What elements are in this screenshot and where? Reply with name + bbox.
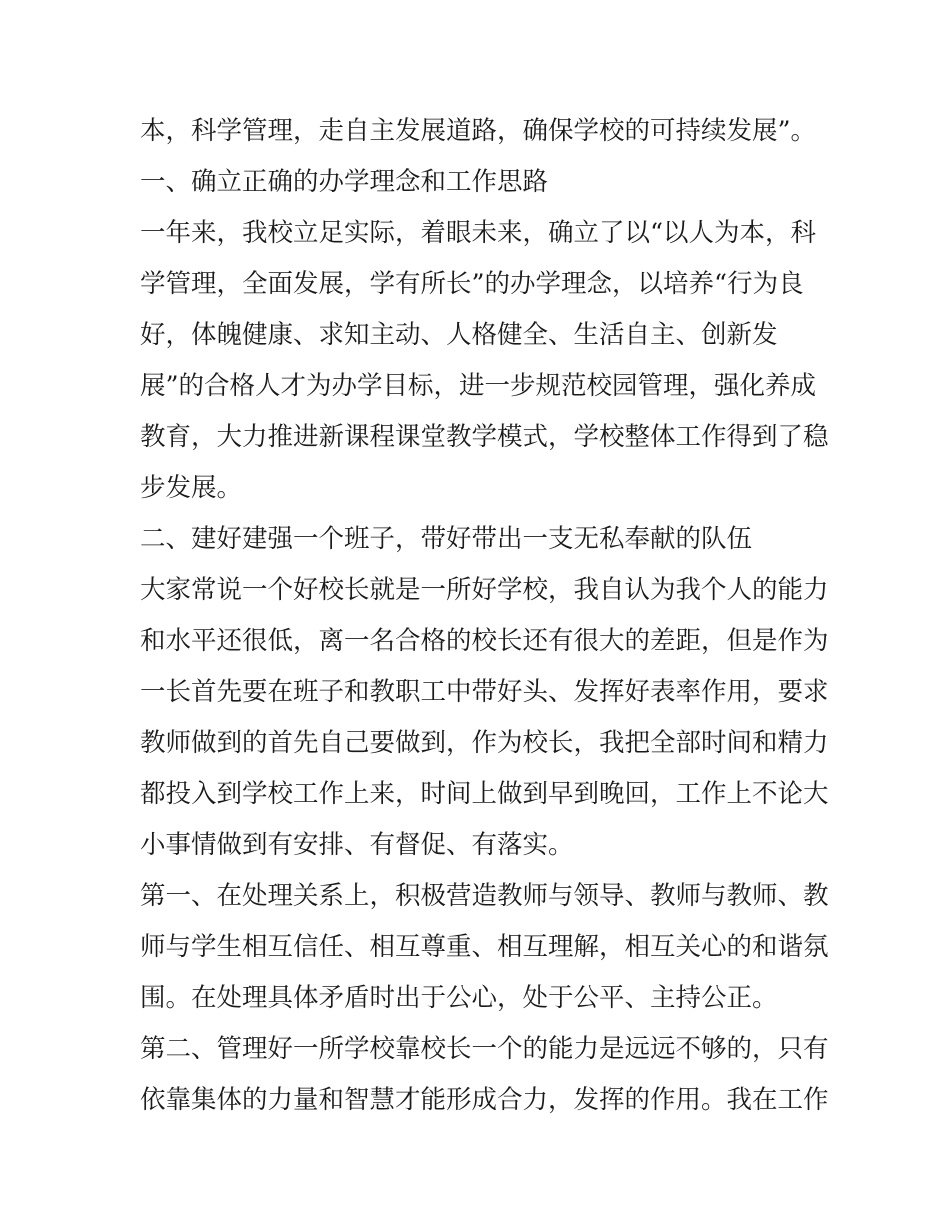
text-line: 本，科学管理，走自主发展道路，确保学校的可持续发展”。 <box>140 116 817 146</box>
text-line: 师与学生相互信任、相互尊重、相互理解，相互关心的和谐氛 <box>140 932 829 962</box>
text-line: 都投入到学校工作上来，时间上做到早到晚回，工作上不论大 <box>140 779 829 809</box>
text-line: 展”的合格人才为办学目标，进一步规范校园管理，强化养成 <box>140 371 817 401</box>
text-line: 和水平还很低，离一名合格的校长还有很大的差距，但是作为 <box>140 626 829 656</box>
text-line: 围。在处理具体矛盾时出于公心，处于公平、主持公正。 <box>140 983 778 1013</box>
text-line: 好，体魄健康、求知主动、人格健全、生活自主、创新发 <box>140 320 778 350</box>
document-body <box>140 106 829 1126</box>
section-heading-2: 二、建好建强一个班子，带好带出一支无私奉献的队伍 <box>140 524 753 554</box>
text-line: 一长首先要在班子和教职工中带好头、发挥好表率作用，要求 <box>140 677 829 707</box>
text-line: 大家常说一个好校长就是一所好学校，我自认为我个人的能力 <box>140 575 829 605</box>
section-heading-1: 一、确立正确的办学理念和工作思路 <box>140 167 549 197</box>
text-line: 步发展。 <box>140 473 243 503</box>
text-line: 学管理，全面发展，学有所长”的办学理念，以培养“行为良 <box>140 269 804 299</box>
text-line: 小事情做到有安排、有督促、有落实。 <box>140 830 574 860</box>
text-line: 一年来，我校立足实际，着眼未来，确立了以“以人为本，科 <box>140 218 817 248</box>
text-line: 教师做到的首先自己要做到，作为校长，我把全部时间和精力 <box>140 728 829 758</box>
text-line: 第二、管理好一所学校靠校长一个的能力是远远不够的，只有 <box>140 1034 829 1064</box>
text-line: 依靠集体的力量和智慧才能形成合力，发挥的作用。我在工作 <box>140 1085 829 1115</box>
text-line: 第一、在处理关系上，积极营造教师与领导、教师与教师、教 <box>140 881 829 911</box>
text-line: 教育，大力推进新课程课堂教学模式，学校整体工作得到了稳 <box>140 422 829 452</box>
